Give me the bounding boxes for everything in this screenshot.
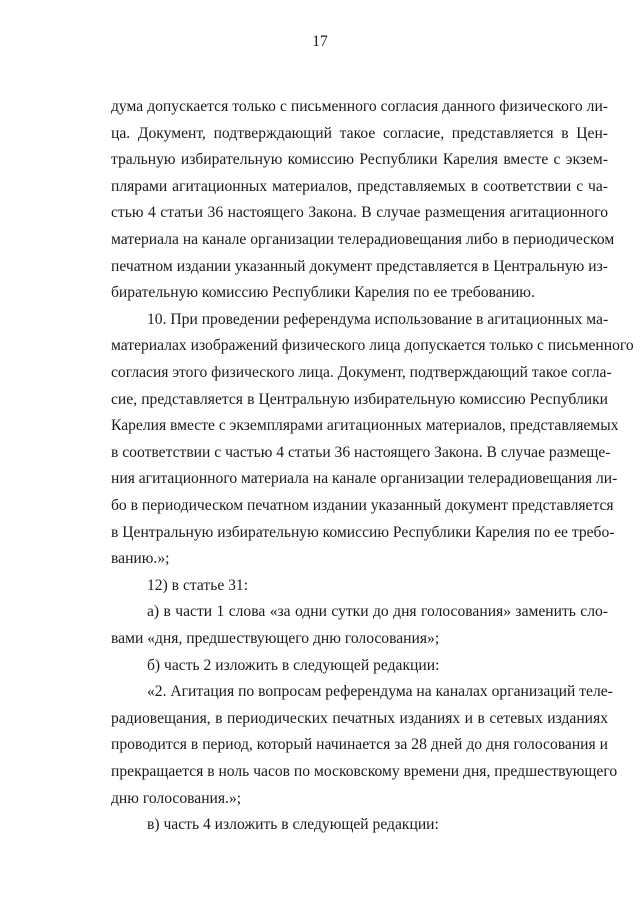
text-line: проводится в период, который начинается за 28 дней до дня голосования и [111,736,608,754]
page-number: 17 [312,33,328,50]
text-line: материалах изображений физического лица допускается только с письменного [111,337,634,355]
text-line: прекращается в ноль часов по московскому времени дня, предшествующего [111,763,618,780]
text-line: в соответствии с частью 4 статьи 36 настоящего Закона. В случае размеще- [111,443,611,461]
text-line: вами «дня, предшествующего дню голосования»; [111,630,440,647]
text-line: бо в периодическом печатном издании указанный документ представляется [111,497,614,514]
text-line: печатном издании указанный документ представляется в Центральную из- [111,257,608,275]
text-line: б) часть 2 изложить в следующей редакции: [147,656,440,674]
text-line: ния агитационного материала на канале организации телерадиовещания ли- [111,470,618,488]
text-line: согласия этого физического лица. Документ, подтверждающий такое согла- [111,364,612,381]
text-line: 10. При проведении референдума использование в агитационных ма- [147,310,609,328]
text-line: дума допускается только с письменного согласия данного физического ли- [111,98,608,115]
text-line: сие, представляется в Центральную избирательную комиссию Республики [111,390,608,408]
text-line: дню голосования.»; [111,789,242,807]
text-line: 12) в статье 31: [147,576,249,594]
text-line: радиовещания, в периодических печатных изданиях и в сетевых изданиях [111,709,608,727]
text-line: материала на канале организации телерадиовещания либо в периодическом [111,231,615,248]
text-line: бирательную комиссию Республики Карелия по ее требованию. [111,284,535,302]
text-line: ванию.»; [111,550,170,568]
text-line: ца. Документ, подтверждающий такое согласие, представляется в Цен- [111,124,608,142]
text-line: плярами агитационных материалов, представляемых в соответствии с ча- [111,177,608,195]
text-line: а) в части 1 слова «за одни сутки до дня голосования» заменить сло- [147,603,608,621]
text-line: Карелия вместе с экземплярами агитационных материалов, представляемых [111,417,619,435]
text-line: стью 4 статьи 36 настоящего Закона. В случае размещения агитационного [111,204,608,222]
text-line: тральную избирательную комиссию Республики Карелия вместе с экзем- [111,151,608,169]
text-line: «2. Агитация по вопросам референдума на каналах организаций теле- [147,683,613,701]
text-line: в) часть 4 изложить в следующей редакции: [147,816,439,834]
text-line: в Центральную избирательную комиссию Республики Карелия по ее требо- [111,523,615,541]
